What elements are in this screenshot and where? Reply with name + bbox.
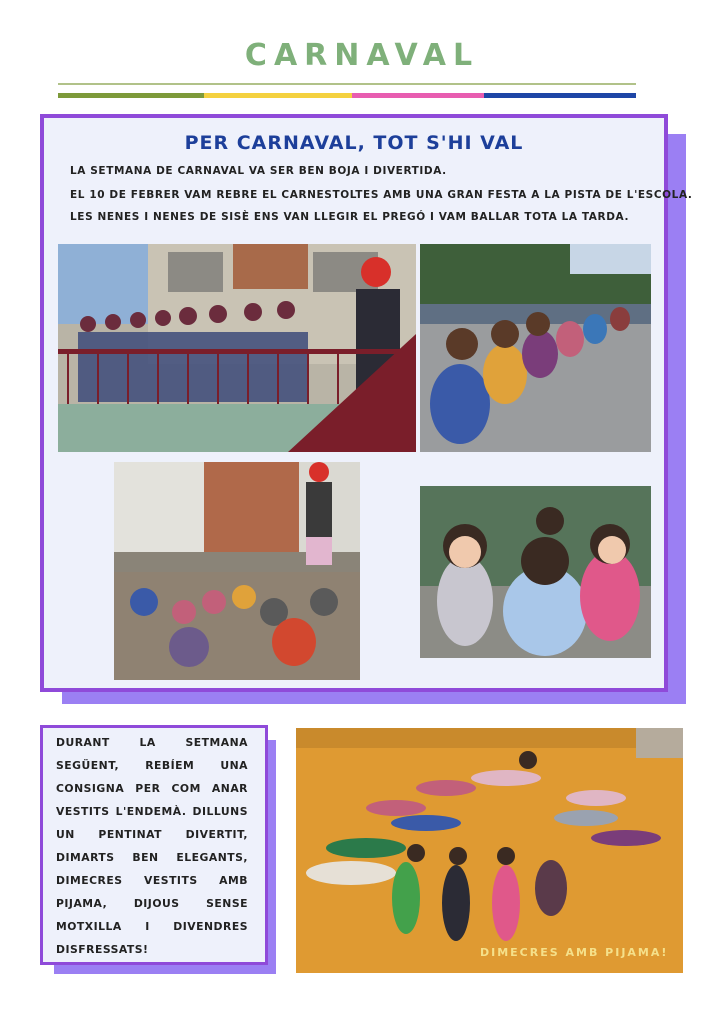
photo-balcony [58,244,416,452]
intro-line-3: LES NENES I NENES DE SISÈ ENS VAN LLEGIR EL PREGÓ I VAM BALLAR TOTA LA TARDA. [70,211,630,223]
photo-caption: DIMECRES AMB PIJAMA! [480,946,669,959]
photo-kids-sitting [420,244,651,452]
stripe-green [58,93,204,98]
photo-girls [420,486,651,658]
color-stripes [58,83,636,98]
page-title: CARNAVAL [244,38,480,73]
intro-line-2: EL 10 DE FEBRER VAM REBRE EL CARNESTOLTES AMB UNA GRAN FESTA A LA PISTA DE L'ESCOLA. [70,189,693,201]
week-description: DURANT LA SETMANA SEGÜENT, REBÍEM UNA CONSIGNA PER COM ANAR VESTITS L'ENDEMÀ. DILLUNS UN PENTINAT DIVERTIT, DIMARTS BEN ELEGANTS, DIMECRES VESTITS AMB PIJAMA, DIJOUS SENSE MOTXILLA I DIVENDRES DISFRESSATS! [56,736,248,956]
intro-line-1: LA SETMANA DE CARNAVAL VA SER BEN BOJA I DIVERTIDA. [70,165,447,177]
stripe-thin-line [58,83,636,85]
section-title: PER CARNAVAL, TOT S'HI VAL [184,132,524,154]
stripe-pink [352,93,484,98]
stripe-blue [484,93,636,98]
photo-carnestoltes [114,462,360,680]
photo-pyjama-day [296,728,683,973]
stripe-yellow [204,93,352,98]
